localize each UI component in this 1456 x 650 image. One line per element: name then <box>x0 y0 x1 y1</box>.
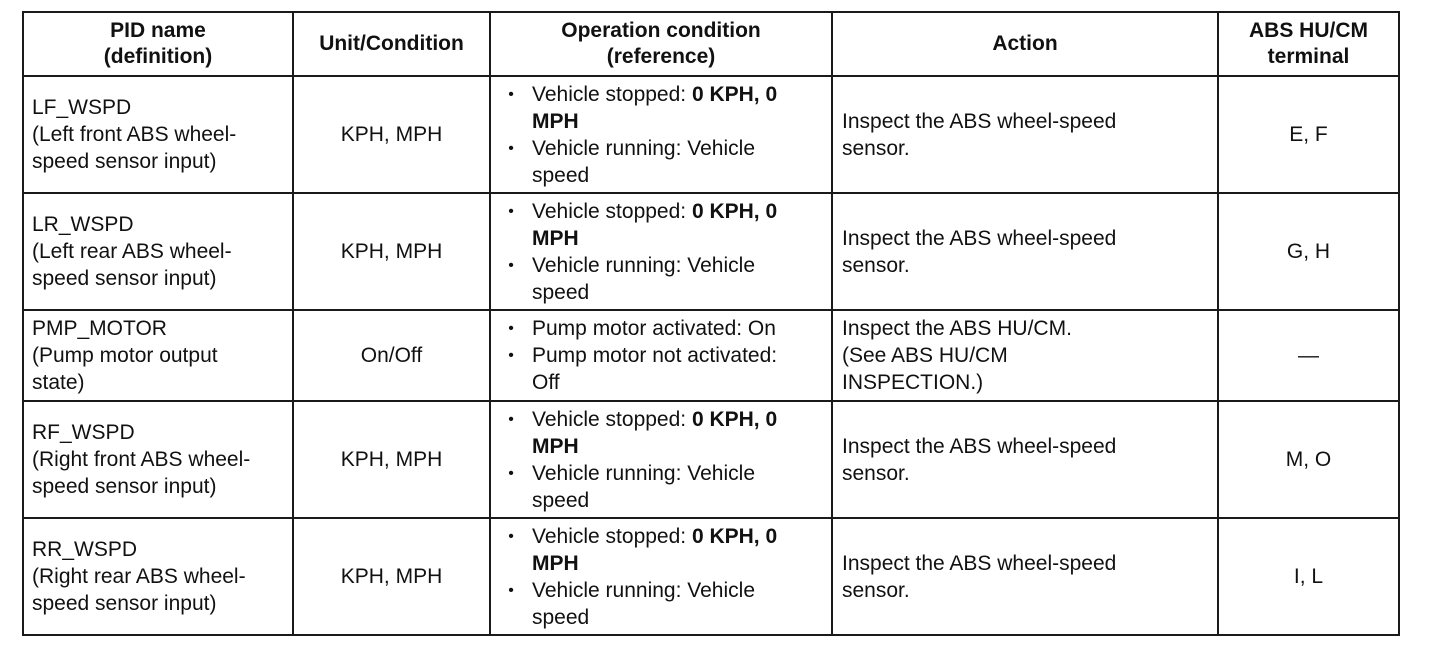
pid-name-cell <box>23 310 293 401</box>
unit-cell <box>293 310 490 401</box>
terminal-value: M, O <box>1285 448 1332 471</box>
terminal-value: E, F <box>1289 123 1328 146</box>
condition-value: 0 KPH, 0 <box>691 407 778 431</box>
terminal-cell <box>1218 193 1399 310</box>
condition-text: Vehicle running: Vehicle <box>532 136 755 160</box>
unit-value: KPH, MPH <box>340 565 443 588</box>
condition-line <box>532 460 831 487</box>
pid-name-cell <box>23 401 293 518</box>
condition-line <box>532 108 831 135</box>
table-row <box>23 193 1399 310</box>
pid-name: PMP_MOTOR <box>32 317 167 340</box>
unit-cell <box>293 76 490 193</box>
action-line: Inspect the ABS HU/CM. <box>842 317 1072 340</box>
pid-definition-line: (Left rear ABS wheel- <box>32 240 232 263</box>
condition-value: MPH <box>532 109 579 133</box>
condition-item <box>501 135 831 189</box>
condition-line <box>532 162 831 189</box>
header-operation-line: (reference) <box>606 45 716 68</box>
pid-name: LR_WSPD <box>32 213 134 236</box>
action-line: Inspect the ABS wheel-speed <box>842 434 1117 458</box>
condition-value: 0 KPH, 0 <box>691 524 778 548</box>
condition-item <box>501 342 831 396</box>
condition-text: Pump motor activated: On <box>532 317 776 340</box>
pid-name-cell <box>23 518 293 635</box>
condition-text: Vehicle running: Vehicle <box>532 253 755 277</box>
action-line: Inspect the ABS wheel-speed <box>842 226 1117 250</box>
operation-cell <box>490 518 832 635</box>
action-cell <box>832 310 1218 401</box>
header-pid-name <box>23 12 293 76</box>
unit-value: KPH, MPH <box>340 123 443 146</box>
unit-value: KPH, MPH <box>340 448 443 471</box>
header-pid-name-line: PID name <box>110 19 206 42</box>
unit-value: On/Off <box>360 344 423 367</box>
pid-definition-line: speed sensor input) <box>32 267 217 290</box>
condition-text: Off <box>532 371 560 394</box>
condition-line <box>532 433 831 460</box>
pid-table <box>22 11 1400 636</box>
condition-text: Vehicle running: Vehicle <box>532 578 755 602</box>
condition-line <box>532 225 831 252</box>
action-cell <box>832 401 1218 518</box>
pid-definition-line: state) <box>32 371 85 394</box>
operation-cell <box>490 401 832 518</box>
condition-line <box>532 406 831 433</box>
table-row <box>23 76 1399 193</box>
action-line: (See ABS HU/CM <box>842 344 1008 367</box>
table-row <box>23 401 1399 518</box>
pid-definition-line: speed sensor input) <box>32 150 217 173</box>
unit-cell <box>293 518 490 635</box>
pid-definition-line: (Right front ABS wheel- <box>32 448 251 471</box>
condition-value: 0 KPH, 0 <box>691 82 778 106</box>
condition-line <box>532 523 831 550</box>
bullet-icon: • <box>508 139 514 157</box>
pid-name-cell <box>23 76 293 193</box>
condition-text: Vehicle running: Vehicle <box>532 461 755 485</box>
action-line: INSPECTION.) <box>842 371 984 394</box>
condition-list <box>501 406 831 514</box>
pid-name: LF_WSPD <box>32 96 132 119</box>
condition-text: Vehicle stopped: <box>532 407 692 431</box>
condition-item <box>501 252 831 306</box>
condition-item <box>501 315 831 342</box>
pid-definition-line: (Pump motor output <box>32 344 218 367</box>
condition-text: Vehicle stopped: <box>532 199 692 223</box>
bullet-icon: • <box>508 347 514 364</box>
unit-cell <box>293 401 490 518</box>
terminal-cell <box>1218 310 1399 401</box>
condition-value: 0 KPH, 0 <box>691 199 778 223</box>
pid-name-cell <box>23 193 293 310</box>
bullet-icon: • <box>508 256 514 274</box>
condition-value: MPH <box>532 226 579 250</box>
header-row <box>23 12 1399 76</box>
condition-line <box>532 315 831 342</box>
action-line: sensor. <box>842 253 910 277</box>
condition-text: Vehicle stopped: <box>532 524 692 548</box>
condition-line <box>532 279 831 306</box>
table-row <box>23 518 1399 635</box>
terminal-value: — <box>1298 344 1319 367</box>
pid-name: RR_WSPD <box>32 538 138 561</box>
terminal-cell <box>1218 76 1399 193</box>
header-action <box>832 12 1218 76</box>
action-cell <box>832 76 1218 193</box>
pid-name: RF_WSPD <box>32 421 135 444</box>
condition-value: MPH <box>532 434 579 458</box>
bullet-icon: • <box>508 410 514 428</box>
condition-text: speed <box>532 488 590 512</box>
condition-item <box>501 460 831 514</box>
header-terminal <box>1218 12 1399 76</box>
operation-cell <box>490 76 832 193</box>
terminal-cell <box>1218 401 1399 518</box>
condition-text: Vehicle stopped: <box>532 82 692 106</box>
condition-list <box>501 81 831 189</box>
header-terminal-line: terminal <box>1267 45 1350 68</box>
condition-value: MPH <box>532 551 579 575</box>
condition-text: speed <box>532 163 590 187</box>
bullet-icon: • <box>508 581 514 599</box>
condition-item <box>501 523 831 577</box>
bullet-icon: • <box>508 464 514 482</box>
action-line: sensor. <box>842 461 910 485</box>
pid-definition-line: speed sensor input) <box>32 475 217 498</box>
bullet-icon: • <box>508 85 514 103</box>
condition-line <box>532 550 831 577</box>
pid-definition-line: (Left front ABS wheel- <box>32 123 237 146</box>
condition-text: speed <box>532 605 590 629</box>
condition-list <box>501 523 831 631</box>
condition-line <box>532 252 831 279</box>
condition-line <box>532 577 831 604</box>
action-cell <box>832 518 1218 635</box>
terminal-cell <box>1218 518 1399 635</box>
action-line: Inspect the ABS wheel-speed <box>842 109 1117 133</box>
condition-list <box>501 315 831 396</box>
action-line: sensor. <box>842 578 910 602</box>
condition-text: Pump motor not activated: <box>532 344 778 367</box>
header-unit-line: Unit/Condition <box>319 32 464 55</box>
condition-line <box>532 604 831 631</box>
condition-text: speed <box>532 280 590 304</box>
operation-cell <box>490 193 832 310</box>
condition-line <box>532 487 831 514</box>
condition-line <box>532 342 831 369</box>
table-row <box>23 310 1399 401</box>
bullet-icon: • <box>508 527 514 545</box>
condition-item <box>501 198 831 252</box>
condition-item <box>501 577 831 631</box>
condition-item <box>501 406 831 460</box>
condition-line <box>532 369 831 396</box>
bullet-icon: • <box>508 202 514 220</box>
header-operation-line: Operation condition <box>561 19 761 42</box>
condition-item <box>501 81 831 135</box>
table-body <box>23 76 1399 635</box>
terminal-value: G, H <box>1286 240 1331 263</box>
header-pid-name-line: (definition) <box>103 45 213 68</box>
condition-line <box>532 135 831 162</box>
terminal-value: I, L <box>1293 565 1324 588</box>
action-cell <box>832 193 1218 310</box>
operation-cell <box>490 310 832 401</box>
condition-line <box>532 198 831 225</box>
bullet-icon: • <box>508 320 514 337</box>
header-terminal-line: ABS HU/CM <box>1249 19 1368 42</box>
header-unit <box>293 12 490 76</box>
unit-value: KPH, MPH <box>340 240 443 263</box>
pid-definition-line: (Right rear ABS wheel- <box>32 565 246 588</box>
action-line: Inspect the ABS wheel-speed <box>842 551 1117 575</box>
condition-list <box>501 198 831 306</box>
condition-line <box>532 81 831 108</box>
pid-definition-line: speed sensor input) <box>32 592 217 615</box>
pid-table-container <box>22 11 1398 636</box>
action-line: sensor. <box>842 136 910 160</box>
header-action-line: Action <box>992 32 1058 55</box>
header-operation <box>490 12 832 76</box>
unit-cell <box>293 193 490 310</box>
